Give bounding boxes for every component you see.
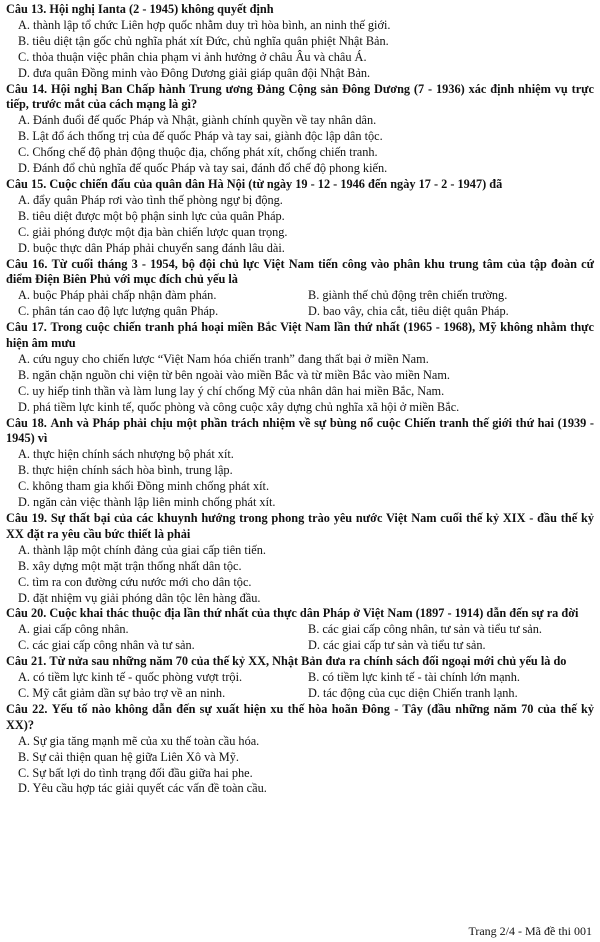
question-stem (6, 320, 594, 352)
option-row (18, 304, 594, 320)
answer-option: A. Đánh đuổi đế quốc Pháp và Nhật, giành chính quyền về tay nhân dân. (18, 113, 377, 128)
answer-option: B. tiêu diệt được một bộ phận sinh lực của quân Pháp. (18, 208, 285, 223)
answer-option: A. đẩy quân Pháp rơi vào tình thế phòng ngự bị động. (18, 192, 283, 207)
answer-option: A. giai cấp công nhân. (18, 622, 129, 637)
answer-option: C. các giai cấp công nhân và tư sản. (18, 638, 195, 653)
question-stem (6, 511, 594, 543)
question (6, 82, 594, 177)
question-text: Trong cuộc chiến tranh phá hoại miền Bắc Việt Nam lần thứ nhất (1965 - 1968), Mỹ không nhằm thực hiện âm mưu (6, 320, 594, 351)
answer-option: A. thành lập một chính đảng của giai cấp tiên tiến. (18, 542, 266, 557)
question (6, 177, 594, 257)
question-text: Yếu tố nào không dẫn đến sự xuất hiện xu thế hòa hoãn Đông - Tây (đầu những năm 70 của thế kỷ XX)? (6, 701, 594, 732)
answer-option: C. giải phóng được một địa bàn chiến lược quan trọng. (18, 224, 288, 239)
question-number: Câu 15. (6, 176, 47, 191)
question (6, 702, 594, 797)
question-stem (6, 654, 594, 670)
question-number: Câu 16. (6, 256, 48, 271)
question-number: Câu 18. (6, 415, 47, 430)
option-row (18, 288, 594, 304)
answer-option: D. ngăn cản việc thành lập liên minh chống phát xít. (18, 495, 276, 510)
question-text: Cuộc khai thác thuộc địa lần thứ nhất của thực dân Pháp ở Việt Nam (1897 - 1914) dẫn đến sự ra đời (49, 606, 579, 621)
answer-option: B. có tiềm lực kinh tế - tài chính lớn mạnh. (308, 670, 520, 685)
answer-option: D. Đánh đổ chủ nghĩa đế quốc Pháp và tay sai, đánh đổ chế độ phong kiến. (18, 161, 388, 176)
answer-option: D. các giai cấp tư sản và tiểu tư sản. (308, 638, 486, 653)
question (6, 416, 594, 511)
question-number: Câu 17. (6, 320, 47, 335)
answer-option: B. các giai cấp công nhân, tư sản và tiểu tư sản. (308, 622, 542, 637)
answer-option: C. thỏa thuận việc phân chia phạm vi ảnh hưởng ở châu Âu và châu Á. (18, 49, 367, 64)
answer-option: B. Sự cải thiện quan hệ giữa Liên Xô và Mỹ. (18, 749, 239, 764)
answer-option: D. buộc thực dân Pháp phải chuyển sang đánh lâu dài. (18, 240, 285, 255)
question-stem (6, 177, 594, 193)
question-text: Từ nửa sau những năm 70 của thế kỷ XX, Nhật Bản đưa ra chính sách đối ngoại mới chủ yếu là do (49, 654, 567, 669)
question-number: Câu 22. (6, 701, 48, 716)
question (6, 511, 594, 606)
answer-option: C. Sự bất lợi do tình trạng đối đầu giữa hai phe. (18, 765, 253, 780)
question (6, 606, 594, 654)
question (6, 257, 594, 321)
question (6, 320, 594, 415)
question-number: Câu 21. (6, 654, 47, 669)
answer-option: D. đặt nhiệm vụ giải phóng dân tộc lên hàng đầu. (18, 590, 261, 605)
page-footer: Trang 2/4 - Mã đề thi 001 (468, 924, 592, 939)
question-stem (6, 416, 594, 448)
question-stem (6, 2, 594, 18)
question (6, 2, 594, 82)
answer-option: A. có tiềm lực kinh tế - quốc phòng vượt trội. (18, 670, 243, 685)
question-stem (6, 606, 594, 622)
answer-option: A. thực hiện chính sách nhượng bộ phát xít. (18, 447, 234, 462)
option-row (18, 622, 594, 638)
option-row (18, 686, 594, 702)
answer-option: A. cứu nguy cho chiến lược “Việt Nam hóa chiến tranh” đang thất bại ở miền Nam. (18, 351, 429, 366)
answer-option: C. Chống chế độ phản động thuộc địa, chống phát xít, chống chiến tranh. (18, 145, 378, 160)
answer-option: B. thực hiện chính sách hòa bình, trung lập. (18, 463, 233, 478)
option-row (18, 638, 594, 654)
answer-option: B. tiêu diệt tận gốc chủ nghĩa phát xít Đức, chủ nghĩa quân phiệt Nhật Bản. (18, 33, 389, 48)
answer-option: D. tác động của cục diện Chiến tranh lạnh. (308, 685, 518, 700)
answer-option: A. buộc Pháp phải chấp nhận đàm phán. (18, 288, 217, 303)
option-row (18, 670, 594, 686)
answer-option: B. Lật đổ ách thống trị của đế quốc Pháp và tay sai, giành độc lập dân tộc. (18, 129, 383, 144)
question-number: Câu 19. (6, 511, 48, 525)
question-number: Câu 20. (6, 606, 47, 621)
answer-option: B. xây dựng một mặt trận thống nhất dân tộc. (18, 558, 242, 573)
question-text: Anh và Pháp phải chịu một phần trách nhiệm về sự bùng nổ cuộc Chiến tranh thế giới thứ hai (1939 - 1945) vì (6, 415, 594, 446)
question-number: Câu 14. (6, 81, 48, 96)
answer-option: B. giành thế chủ động trên chiến trường. (308, 288, 508, 303)
answer-option: A. Sự gia tăng mạnh mẽ của xu thế toàn cầu hóa. (18, 733, 260, 748)
answer-option: C. không tham gia khối Đồng minh chống phát xít. (18, 479, 270, 494)
question-text: Hội nghị Ban Chấp hành Trung ương Đảng Cộng sản Đông Dương (7 - 1936) xác định nhiệm vụ trực tiếp, trước mắt của cách mạng là gì? (6, 81, 594, 112)
answer-option: B. ngăn chặn nguồn chi viện từ bên ngoài vào miền Bắc và từ miền Bắc vào miền Nam. (18, 367, 450, 382)
answer-option: D. Yêu cầu hợp tác giải quyết các vấn đề toàn cầu. (18, 781, 267, 796)
question-text: Từ cuối tháng 3 - 1954, bộ đội chủ lực Việt Nam tiến công vào phân khu trung tâm của tập đoàn cứ điểm Điện Biên Phủ với mục đích chủ yếu là (6, 256, 594, 287)
answer-option: C. Mỹ cắt giảm dần sự bảo trợ về an ninh. (18, 685, 226, 700)
question-list (6, 2, 594, 797)
question-text: Hội nghị Ianta (2 - 1945) không quyết định (49, 2, 274, 16)
answer-option: A. thành lập tổ chức Liên hợp quốc nhằm duy trì hòa bình, an ninh thế giới. (18, 17, 391, 32)
question (6, 654, 594, 702)
question-stem (6, 257, 594, 289)
answer-option: D. đưa quân Đồng minh vào Đông Dương giải giáp quân đội Nhật Bản. (18, 65, 371, 80)
question-text: Sự thất bại của các khuynh hướng trong phong trào yêu nước Việt Nam cuối thế kỷ XIX - đầu thế kỷ XX đặt ra yêu cầu bức thiết là phải (6, 511, 594, 541)
question-stem (6, 82, 594, 114)
question-stem (6, 702, 594, 734)
answer-option: D. phá tiềm lực kinh tế, quốc phòng và công cuộc xây dựng chủ nghĩa xã hội ở miền Bắc. (18, 399, 460, 414)
answer-option: D. bao vây, chia cắt, tiêu diệt quân Pháp. (308, 304, 509, 319)
question-text: Cuộc chiến đấu của quân dân Hà Nội (từ ngày 19 - 12 - 1946 đến ngày 17 - 2 - 1947) đã (49, 176, 503, 191)
answer-option: C. tìm ra con đường cứu nước mới cho dân tộc. (18, 574, 252, 589)
answer-option: C. phân tán cao độ lực lượng quân Pháp. (18, 304, 219, 319)
answer-option: C. uy hiếp tinh thần và làm lung lay ý chí chống Mỹ của nhân dân hai miền Bắc, Nam. (18, 383, 445, 398)
question-number: Câu 13. (6, 2, 47, 16)
